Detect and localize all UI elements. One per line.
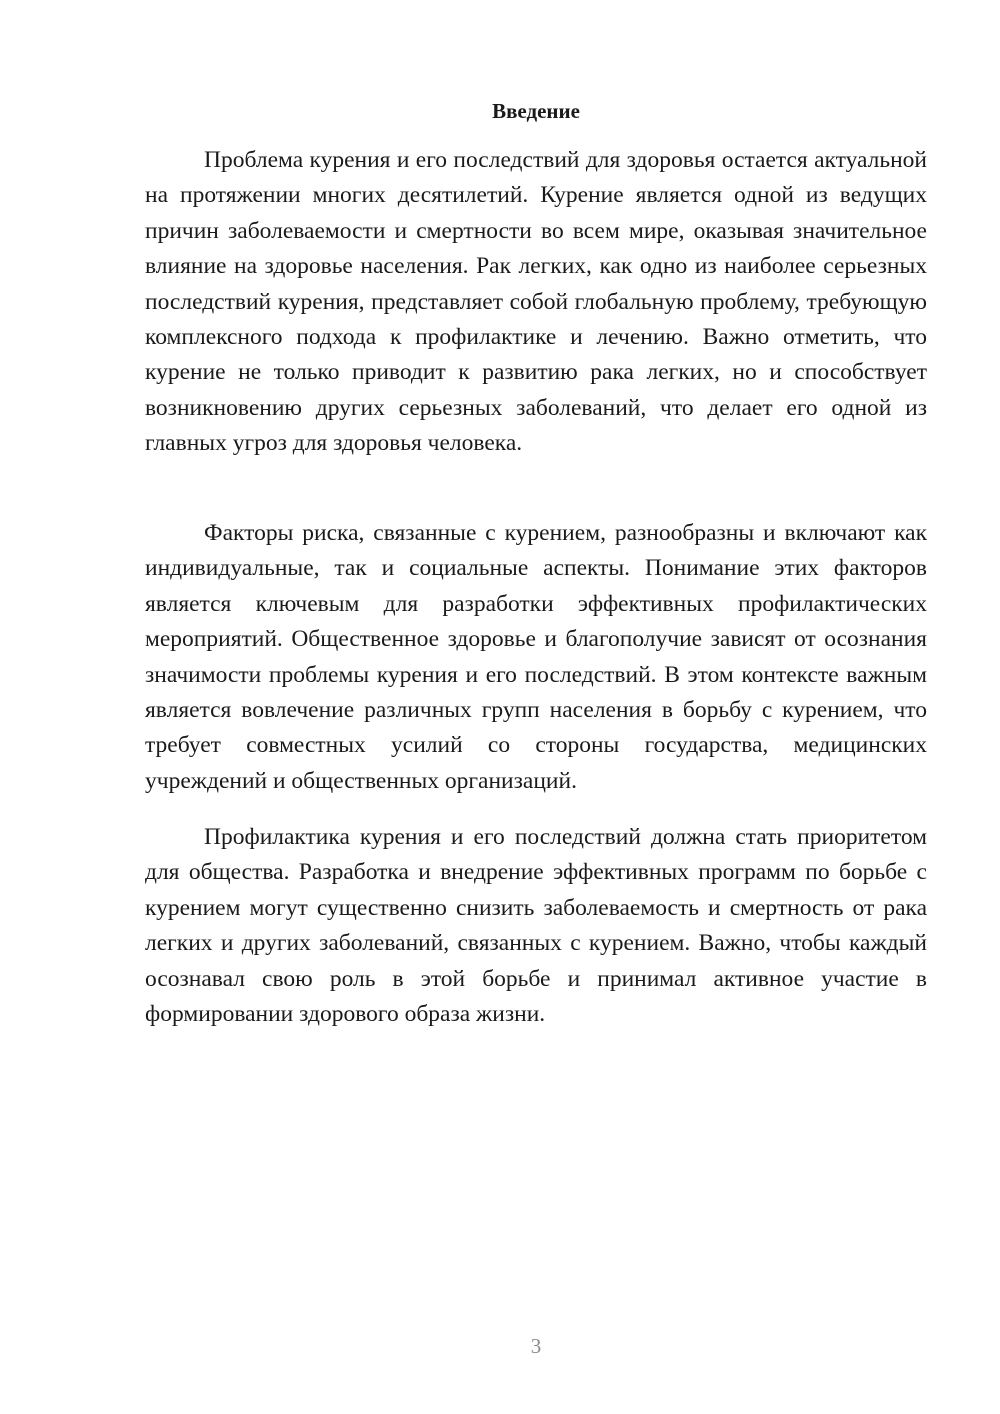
paragraph-3-container — [145, 820, 927, 1032]
page-number: 3 — [530, 1334, 542, 1358]
paragraph-2: Факторы риска, связанные с курением, разнообразны и включают как индивидуальные, так и социальные аспекты. Понимание этих факторов является ключевым для разработки эффективных профилактических мероприятий. Общественное здоровье и благополучие зависят от осознания значимости проблемы курения и его последствий. В этом контексте важным является вовлечение различных групп населения в борьбу с курением, что требует совместных усилий со стороны государства, медицинских учреждений и общественных организаций. — [145, 520, 927, 794]
paragraph-3: Профилактика курения и его последствий должна стать приоритетом для общества. Разработка и внедрение эффективных программ по борьбе с курением могут существенно снизить заболеваемость и смертность от рака легких и других заболеваний, связанных с курением. Важно, чтобы каждый осознавал свою роль в этой борьбе и принимал активное участие в формировании здорового образа жизни. — [145, 824, 927, 1028]
paragraph-2-container — [145, 516, 927, 799]
section-heading: Введение — [492, 99, 580, 123]
paragraph-1: Проблема курения и его последствий для здоровья остается актуальной на протяжении многих десятилетий. Курение является одной из ведущих причин заболеваемости и смертности во всем мире, оказывая значительное влияние на здоровье населения. Рак легких, как одно из наиболее серьезных последствий курения, представляет собой глобальную проблему, требующую комплексного подхода к профилактике и лечению. Важно отметить, что курение не только приводит к развитию рака легких, но и способствует возникновению других серьезных заболеваний, что делает его одной из главных угроз для здоровья человека. — [145, 147, 927, 457]
paragraph-1-container — [145, 143, 927, 462]
